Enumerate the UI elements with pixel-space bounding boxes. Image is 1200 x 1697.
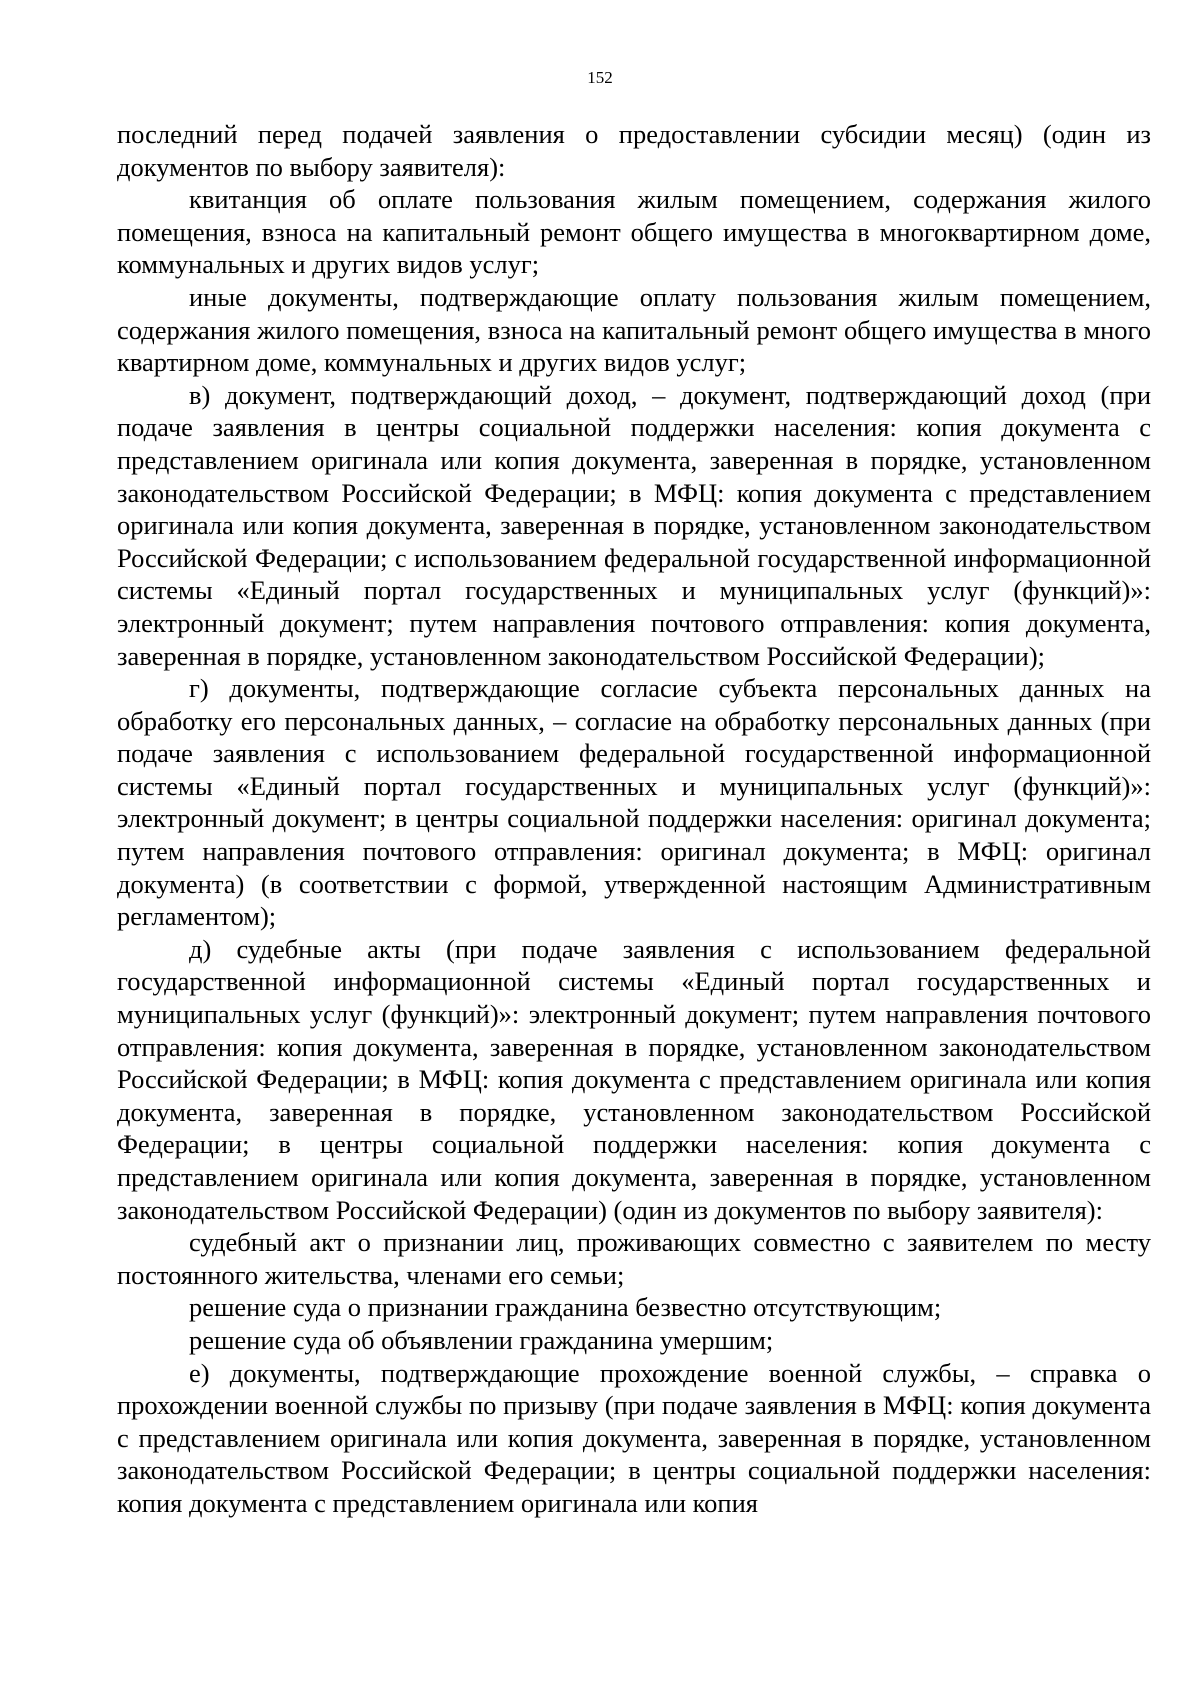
paragraph-court-deceased: решение суда об объявлении гражданина умершим; xyxy=(189,1324,774,1355)
paragraph-item-e-military: е) документы, подтверждающие прохождение военной службы, – справка о прохождении военной службы по призыву (при подаче заявления в МФЦ: копия документа с представлением оригинала или копия документа, заверенная в порядке, установленном законодательством Российской Федерации; в центры социальной поддержки населения: копия документа с представлением оригинала или копия xyxy=(117,1357,1151,1518)
paragraph-item-d-court-acts: д) судебные акты (при подаче заявления с использованием федеральной государственной информационной системы «Единый портал государственных и муниципальных услуг (функций)»: электронный документ; путем направления почтового отправления: копия документа, заверенная в порядке, установленном законодательством Российской Федерации; в МФЦ: копия документа с представлением оригинала или копия документа, заверенная в порядке, установленном законодательством Российской Федерации; в центры социальной поддержки населения: копия документа с представлением оригинала или копия документа, заверенная в порядке, установленном законодательством Российской Федерации) (один из документов по выбору заявителя): xyxy=(117,933,1151,1225)
paragraph-receipt: квитанция об оплате пользования жилым помещением, содержания жилого помещения, взноса на капитальный ремонт общего имущества в многоквартирном доме, коммунальных и других видов услуг; xyxy=(117,184,1151,280)
paragraph-item-g-consent: г) документы, подтверждающие согласие субъекта персональных данных на обработку его персональных данных, – согласие на обработку персональных данных (при подаче заявления с использованием федеральной государственной информационной системы «Единый портал государственных и муниципальных услуг (функций)»: электронный документ; в центры социальной поддержки населения: оригинал документа; путем направления почтового отправления: оригинал документа; в МФЦ: оригинал документа) (в соответствии с формой, утвержденной настоящим Административным регламентом); xyxy=(117,673,1151,932)
page-number: 152 xyxy=(587,68,613,87)
paragraph-court-act-family: судебный акт о признании лиц, проживающих совместно с заявителем по месту постоянного жительства, членами его семьи; xyxy=(117,1227,1151,1290)
paragraph-item-v-income: в) документ, подтверждающий доход, – документ, подтверждающий доход (при подаче заявления в центры социальной поддержки населения: копия документа с представлением оригинала или копия документа, заверенная в порядке, установленном законодательством Российской Федерации; в МФЦ: копия документа с представлением оригинала или копия документа, заверенная в порядке, установленном законодательством Российской Федерации; с использованием федеральной государственной информационной системы «Единый портал государственных и муниципальных услуг (функций)»: электронный документ; путем направления почтового отправления: копия документа, заверенная в порядке, установленном законодательством Российской Федерации); xyxy=(117,379,1151,671)
document-body xyxy=(117,118,1151,1520)
paragraph-court-missing: решение суда о признании гражданина безвестно отсутствующим; xyxy=(189,1292,942,1323)
paragraph-continuation: последний перед подачей заявления о предоставлении субсидии месяц) (один из документов по выбору заявителя): xyxy=(117,119,1151,182)
paragraph-other-documents: иные документы, подтверждающие оплату пользования жилым помещением, содержания жилого помещения, взноса на капитальный ремонт общего имущества в много квартирном доме, коммунальных и других видов услуг; xyxy=(117,281,1151,378)
